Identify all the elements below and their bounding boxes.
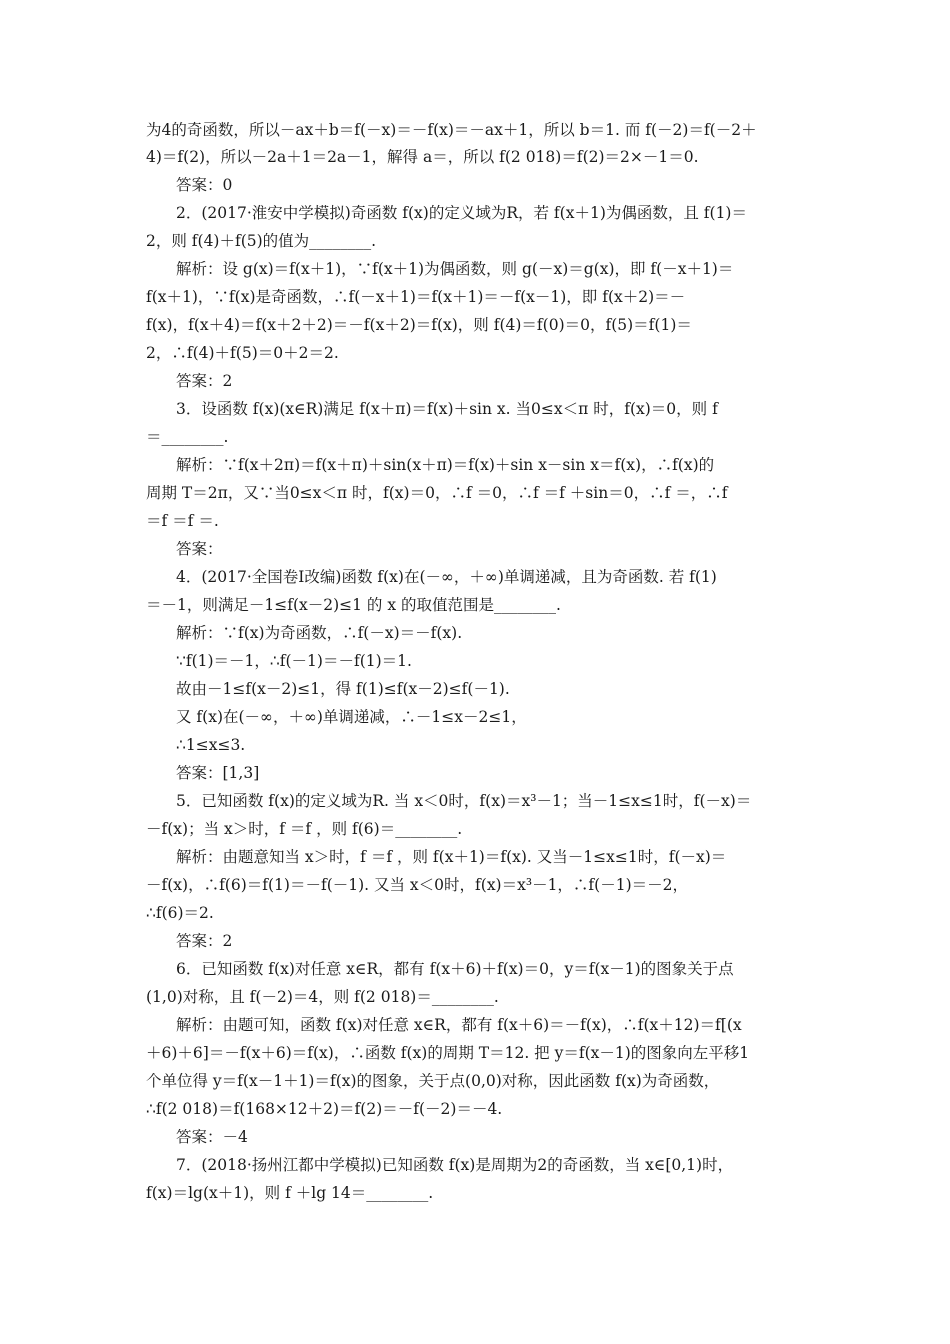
text-line: ∴f(6)＝2.: [146, 904, 214, 922]
text-line: 故由－1≤f(x－2)≤1，得 f(1)≤f(x－2)≤f(－1).: [176, 680, 510, 698]
question-line: 5．已知函数 f(x)的定义域为R. 当 x＜0时，f(x)＝x³－1；当－1≤x≤1时，f(－x)＝: [176, 792, 752, 810]
text-line: f(x＋1)，∵f(x)是奇函数，∴f(－x＋1)＝f(x＋1)＝－f(x－1)，即 f(x＋2)＝－: [146, 288, 686, 306]
text-line: 个单位得 y＝f(x－1＋1)＝f(x)的图象，关于点(0,0)对称，因此函数 f(x)为奇函数，: [146, 1072, 720, 1090]
text-line: －f(x)，∴f(6)＝f(1)＝－f(－1). 又当 x＜0时，f(x)＝x³－1，∴f(－1)＝－2，: [146, 876, 688, 894]
text-line: 4)＝f(2)，所以－2a＋1＝2a－1，解得 a＝，所以 f(2 018)＝f(2)＝2×－1＝0.: [146, 148, 699, 166]
answer-line: 答案：－4: [176, 1128, 248, 1146]
solution-line: 解析：∵f(x)为奇函数，∴f(－x)＝－f(x).: [176, 624, 463, 642]
text-line: ∴1≤x≤3.: [176, 736, 246, 754]
text-line: 2，则 f(4)＋f(5)的值为________.: [146, 232, 377, 250]
question-line: 4．(2017·全国卷Ⅰ改编)函数 f(x)在(－∞，＋∞)单调递减，且为奇函数. 若 f(1): [176, 568, 717, 586]
text-line: 2，∴f(4)＋f(5)＝0＋2＝2.: [146, 344, 339, 362]
text-line: ＋6)＋6]＝－f(x＋6)＝f(x)，∴函数 f(x)的周期 T＝12. 把 y＝f(x－1)的图象向左平移1: [146, 1044, 750, 1062]
answer-line: 答案：[1,3]: [176, 764, 260, 782]
text-line: f(x)，f(x＋4)＝f(x＋2＋2)＝－f(x＋2)＝f(x)，则 f(4)＝f(0)＝0，f(5)＝f(1)＝: [146, 316, 692, 334]
text-line: 又 f(x)在(－∞，＋∞)单调递减，∴－1≤x－2≤1，: [176, 708, 527, 726]
answer-line: 答案：: [176, 540, 223, 558]
text-line: ＝－1，则满足－1≤f(x－2)≤1 的 x 的取值范围是________.: [146, 596, 561, 614]
text-line: 周期 T＝2π，又∵当0≤x＜π 时，f(x)＝0，∴f ＝0，∴f ＝f ＋sin＝0，∴f ＝，∴f: [146, 484, 728, 502]
text-line: －f(x)；当 x＞时，f ＝f ，则 f(6)＝________.: [146, 820, 463, 838]
question-line: 6．已知函数 f(x)对任意 x∈R，都有 f(x＋6)＋f(x)＝0，y＝f(x－1)的图象关于点: [176, 960, 734, 978]
question-line: 2．(2017·淮安中学模拟)奇函数 f(x)的定义域为R，若 f(x＋1)为偶函数，且 f(1)＝: [176, 204, 747, 222]
text-line: f(x)＝lg(x＋1)，则 f ＋lg 14＝________.: [146, 1184, 434, 1202]
question-line: 3．设函数 f(x)(x∈R)满足 f(x＋π)＝f(x)＋sin x. 当0≤x＜π 时，f(x)＝0，则 f: [176, 400, 718, 418]
text-line: ∴f(2 018)＝f(168×12＋2)＝f(2)＝－f(－2)＝－4.: [146, 1100, 503, 1118]
text-line: (1,0)对称，且 f(－2)＝4，则 f(2 018)＝________.: [146, 988, 499, 1006]
text-line: ∵f(1)＝－1，∴f(－1)＝－f(1)＝1.: [176, 652, 412, 670]
answer-line: 答案：2: [176, 372, 233, 390]
answer-line: 答案：0: [176, 176, 233, 194]
text-line: ＝________.: [146, 428, 229, 446]
solution-line: 解析：∵f(x＋2π)＝f(x＋π)＋sin(x＋π)＝f(x)＋sin x－sin x＝f(x)，∴f(x)的: [176, 456, 715, 474]
solution-line: 解析：由题意知当 x＞时，f ＝f ，则 f(x＋1)＝f(x). 又当－1≤x≤1时，f(－x)＝: [176, 848, 727, 866]
text-line: ＝f ＝f ＝.: [146, 512, 219, 530]
answer-line: 答案：2: [176, 932, 233, 950]
solution-line: 解析：设 g(x)＝f(x＋1)，∵f(x＋1)为偶函数，则 g(－x)＝g(x)，即 f(－x＋1)＝: [176, 260, 734, 278]
solution-line: 解析：由题可知，函数 f(x)对任意 x∈R，都有 f(x＋6)＝－f(x)，∴f(x＋12)＝f[(x: [176, 1016, 742, 1034]
question-line: 7．(2018·扬州江都中学模拟)已知函数 f(x)是周期为2的奇函数，当 x∈[0,1)时，: [176, 1156, 734, 1174]
text-line: 为4的奇函数，所以－ax＋b＝f(－x)＝－f(x)＝－ax＋1，所以 b＝1. 而 f(－2)＝f(－2＋: [146, 121, 757, 139]
